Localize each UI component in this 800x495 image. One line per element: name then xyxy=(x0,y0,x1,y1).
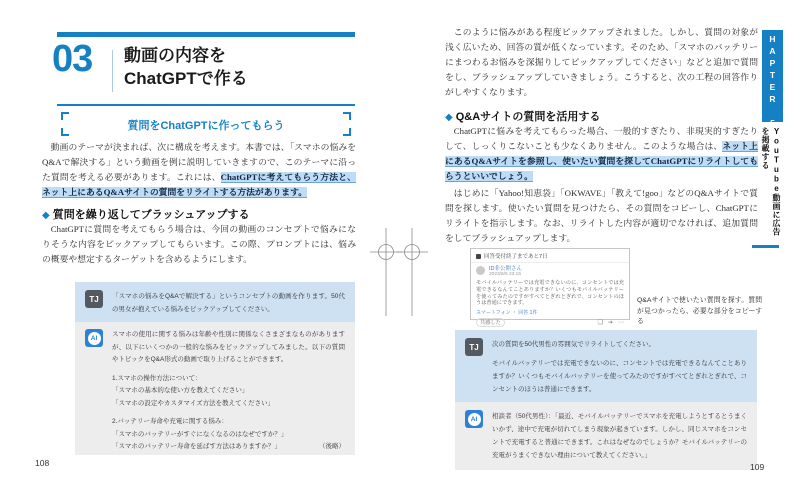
answer-item2-title: 2.バッテリー寿命や充電に関する悩み： xyxy=(112,418,228,425)
header-bottom-rule xyxy=(57,104,355,106)
answer-item2-q1: 「スマホのバッテリーがすぐになくなるのはなぜですか？」 xyxy=(112,430,288,438)
subsection-heading-label: 質問を繰り返してブラッシュアップする xyxy=(52,209,250,221)
chapter-section-number: 03 xyxy=(52,38,93,80)
bookmark-icon[interactable]: ❏ xyxy=(597,320,603,327)
bracket-corner-icon xyxy=(343,128,351,136)
answer-postscript: （後略） xyxy=(319,443,345,450)
page-title xyxy=(124,44,248,90)
diamond-icon: ◆ xyxy=(42,210,50,221)
prompt-quoted-question: モバイルバッテリーでは充電できないのに、コンセントでは充電できるなんてことありますか？いくつもモバイルバッテリーを使ってみたのですがすべてとぎれとぎれで、コンセントのほうは普通にできます。 xyxy=(492,360,747,393)
bracket-corner-icon xyxy=(343,112,351,120)
chapter-title-vertical: YouTube動画に広告を掲載する xyxy=(761,127,781,236)
qa-deadline-label: 回答受付終了まであと7日 xyxy=(484,254,548,260)
qa-site-highlighted-text: ネット上にあるQ&Aサイトを参照し、使いたい質問を探してChatGPTにリライトしてもらうといいでしょう。 xyxy=(445,141,758,181)
rewrite-paragraph: はじめに「Yahoo!知恵袋」「OKWAVE」「教えて!goo」などのQ&Aサイトで質問を探します。使いたい質問を見つけたら、その質問をコピーし、ChatGPTにリライトを指示します。なお、リライトした内容が適切でなければ、追加質問をしてブラッシュアップします。 xyxy=(445,188,758,243)
intro-text: 動画のテーマが決まれば、次に構成を考えます。本書では、「スマホの悩みをQ&Aで解決する」という動画を例に説明していきますので、このテーマに沿った質問を考える必要があります。これには、 xyxy=(42,142,356,182)
answer-item1-q1: 「スマホの基本的な使い方を教えてください」 xyxy=(112,387,249,394)
answer-item1-title: 1.スマホの操作方法について： xyxy=(112,374,202,382)
qa-date: 2023/6/5 23:15 xyxy=(489,272,522,277)
prompt-box-user-right xyxy=(455,330,757,404)
qa-site-paragraph xyxy=(445,124,758,184)
section-banner xyxy=(57,112,355,136)
tj-avatar-icon: TJ xyxy=(465,338,483,356)
qa-site-screenshot xyxy=(470,248,630,327)
qa-like-button[interactable]: 共感した xyxy=(476,318,505,327)
qa-site-text: ChatGPTに悩みを考えてもらった場合、一般的すぎたり、非現実的すぎたりして、しっくりこないことも少なくありません。このような場合は、 xyxy=(445,126,758,151)
continuation-paragraph: このように悩みがある程度ピックアップされました。しかし、質問の対象が浅く広いため、回答の質が低くなっています。そのため、「スマホのバッテリーにまつわるお悩みを深掘りしてピックアップしてください」などと追加で質問をし、ブラッシュアップしていきましょう。こうすると、次の工程の回答作りがしやすくなります。 xyxy=(445,27,758,97)
intro-highlighted-text: ChatGPTに考えてもらう方法と、ネット上にあるQ&Aサイトの質問をリライトする方法があります。 xyxy=(42,172,356,197)
ai-avatar-label: AI xyxy=(88,332,101,345)
ai-avatar-label: AI xyxy=(468,413,481,426)
qa-category-links[interactable]: スマートフォン ・ 回答 1件 xyxy=(476,310,538,317)
subsection-heading-label: Q&Aサイトの質問を活用する xyxy=(455,111,601,123)
chapter-tab-label: CHAPTER 5 xyxy=(767,22,778,130)
answer-item1-q2: 「スマホの設定やカスタマイズ方法を教えてください」 xyxy=(112,399,275,407)
qa-question-text: モバイルバッテリーでは充電できないのに、コンセントでは充電できるなんてことありますか？いくつもモバイルバッテリーを使ってみたのですがすべてとぎれとぎれで、コンセントのほうは普通にできます。 xyxy=(476,280,624,307)
page-number-left: 108 xyxy=(35,458,50,468)
page-number-right: 109 xyxy=(750,462,765,472)
answer-last-line xyxy=(112,441,345,454)
prompt-text: 「スマホの悩みをQ&Aで解決する」というコンセプトの動画を作ります。50代の男女が抱えている悩みをピックアップしてください。 xyxy=(112,293,345,313)
menu-icon[interactable]: ⋯ xyxy=(618,320,624,327)
ai-avatar-icon xyxy=(85,329,103,347)
answer-box-ai-right xyxy=(455,402,757,470)
qa-user-row xyxy=(471,263,629,279)
bracket-corner-icon xyxy=(61,128,69,136)
qa-card-header xyxy=(471,249,629,263)
bracket-corner-icon xyxy=(61,112,69,120)
prompt-instruction: 次の質問を50代男性の雰囲気でリライトしてください。 xyxy=(492,341,656,348)
badge-icon xyxy=(476,254,481,259)
brushup-paragraph: ChatGPTに質問を考えてもらう場合は、今回の動画のコンセプトで悩みになりそうな内容をピックアップしてもらいます。この際、プロンプトには、悩みの概要や想定するターゲットを含めるようにします。 xyxy=(42,224,356,264)
registration-marks xyxy=(356,226,446,321)
qa-username-link[interactable]: ID非公開さん xyxy=(489,266,523,272)
section-banner-label: 質問をChatGPTに作ってもらう xyxy=(127,120,285,132)
answer-box-ai xyxy=(75,322,355,455)
prompt-box-user xyxy=(75,282,355,324)
answer-rewritten-text: 相談者（50代男性）：「最近、モバイルバッテリーでスマホを充電しようとするとうまくいかず、途中で充電が切れてしまう現象が起きています。しかし、同じスマホをコンセントで充電すると普通にできます。これはなぜなのでしょうか？モバイルバッテリーの充電がうまくできない理由について教えてください。」 xyxy=(492,413,747,459)
chapter-tab xyxy=(762,22,783,130)
answer-lead: スマホの使用に関する悩みは年齢や性別に関係なくさまざまなものがありますが、以下にいくつかの一般的な悩みをピックアップしてみました。以下の質問やトピックをQ&A形式の動画で取り上げることができます。 xyxy=(112,331,345,363)
figure-caption: Q&Aサイトで使いたい質問を探す。質問が見つかったら、必要な部分をコピーする xyxy=(637,297,762,325)
page-title-line2: ChatGPTで作る xyxy=(124,69,248,88)
header-top-bar xyxy=(57,32,355,37)
avatar xyxy=(476,266,485,275)
subsection-heading-brushup xyxy=(42,206,250,222)
share-icon[interactable]: ➔ xyxy=(607,320,613,327)
page-title-line1: 動画の内容を xyxy=(124,46,226,65)
diamond-icon: ◆ xyxy=(445,112,453,123)
subsection-heading-qa-site xyxy=(445,108,600,124)
tj-avatar-icon: TJ xyxy=(85,290,103,308)
answer-item2-q2: 「スマホのバッテリー寿命を延ばす方法はありますか？」 xyxy=(112,443,281,450)
ai-avatar-icon xyxy=(465,410,483,428)
intro-paragraph xyxy=(42,140,356,200)
qa-card-footer xyxy=(471,316,629,329)
prompt-text xyxy=(492,338,747,396)
answer-text xyxy=(112,329,345,450)
header-divider xyxy=(112,50,113,92)
chapter-tab-rule xyxy=(752,245,779,248)
